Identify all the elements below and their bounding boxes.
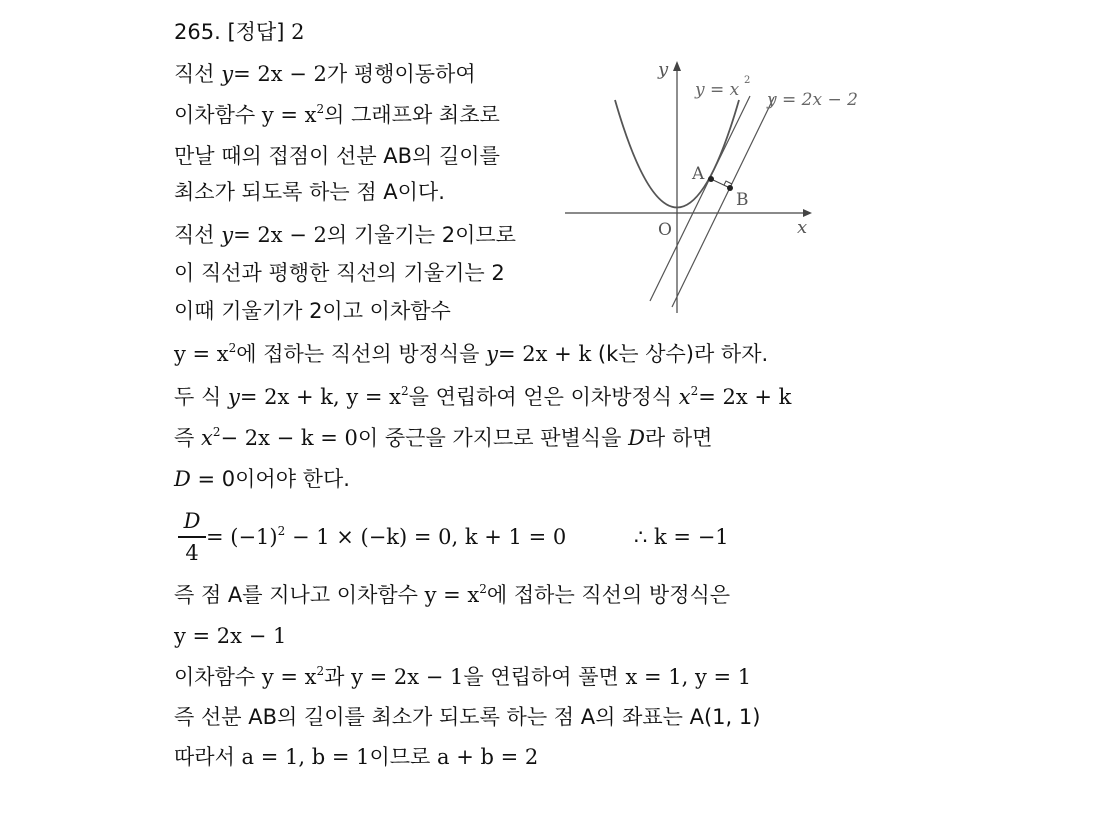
- graph-figure: [560, 55, 870, 320]
- text: 의 기울기는 2이므로: [326, 223, 516, 247]
- math-expr: − 2x − k = 0: [220, 426, 358, 450]
- tangent-line: [650, 96, 750, 301]
- text-line: 만날 때의 접점이 선분 AB의 길이를: [174, 144, 500, 168]
- fraction: [174, 508, 210, 566]
- math-exponent: 2: [316, 664, 325, 678]
- math-expr: = 2x + k: [498, 342, 592, 366]
- math-expr: − 1 × (−k) = 0, k + 1 = 0: [285, 525, 567, 549]
- math-var: D: [628, 426, 645, 450]
- text: 을 연립하여 풀면: [463, 665, 626, 689]
- text-line: 이때 기울기가 2이고 이차함수: [174, 299, 451, 323]
- text: 즉 점 A를 지나고 이차함수: [174, 583, 425, 607]
- text: 따라서: [174, 745, 242, 769]
- math-expr: a = 1, b = 1: [241, 745, 370, 769]
- y-axis-arrow: [673, 61, 681, 71]
- curve-label: y = x: [695, 80, 740, 100]
- fraction-numerator: D: [183, 509, 201, 533]
- text: 가 평행이동하여: [326, 62, 476, 86]
- math-expr: y = x: [261, 103, 317, 127]
- line-label: y = 2x − 2: [767, 90, 858, 110]
- text-line: [174, 663, 751, 691]
- text: 이 중근을 가지므로 판별식을: [357, 426, 629, 450]
- text: = 0이어야 한다.: [190, 467, 350, 491]
- math-expr: a + b = 2: [437, 745, 539, 769]
- math-var: y: [221, 223, 234, 247]
- text: (k는 상수)라 하자.: [597, 342, 769, 366]
- x-axis-label: x: [797, 217, 808, 238]
- text: 에 접하는 직선의 방정식을: [236, 342, 487, 366]
- text-line: [174, 465, 350, 493]
- text: 라 하면: [644, 426, 713, 450]
- text: 직선: [174, 62, 222, 86]
- problem-number: 265.: [174, 20, 221, 44]
- text-line: [174, 60, 476, 88]
- right-angle-mark: [724, 181, 732, 185]
- answer-value: 2: [291, 20, 305, 44]
- text-line: 즉 선분 AB의 길이를 최소가 되도록 하는 점 A의 좌표는 A(1, 1): [174, 705, 761, 729]
- fraction-bar: [178, 536, 206, 538]
- math-expr: = 2x + k,: [239, 385, 347, 409]
- math-expr: = 2x − 2: [233, 62, 327, 86]
- math-var: y: [221, 62, 234, 86]
- text: 의 그래프와 최초로: [324, 103, 500, 127]
- math-var: y: [486, 342, 499, 366]
- segment-ab: [711, 179, 730, 188]
- point-a: [708, 176, 714, 182]
- math-exponent: 2: [212, 425, 221, 439]
- text: 에 접하는 직선의 방정식은: [486, 583, 731, 607]
- point-b-label: B: [736, 190, 749, 210]
- math-exponent: 2: [228, 341, 237, 355]
- text-line: [174, 383, 791, 411]
- answer-tag: [정답]: [227, 20, 285, 44]
- curve-label-exponent: 2: [744, 75, 751, 86]
- math-var: D: [174, 467, 191, 491]
- math-expr: = 2x + k: [698, 385, 792, 409]
- text: 을 연립하여 얻은 이차방정식: [408, 385, 679, 409]
- math-var: x: [678, 385, 691, 409]
- math-exponent: 2: [277, 524, 286, 538]
- text-line: [206, 523, 566, 551]
- text-line: 이 직선과 평행한 직선의 기울기는 2: [174, 261, 505, 285]
- text-line: [174, 581, 730, 609]
- math-var: x: [200, 426, 213, 450]
- math-exponent: 2: [316, 102, 325, 116]
- text-line: y = 2x − 1: [174, 624, 287, 648]
- math-expr: y = x: [261, 665, 317, 689]
- problem-header: [174, 18, 304, 46]
- math-expr: y = 2x − 1: [351, 665, 464, 689]
- math-expr: y = x: [424, 583, 480, 607]
- math-exponent: 2: [400, 384, 409, 398]
- math-expr: x = 1, y = 1: [625, 665, 752, 689]
- line-2x-2: [672, 97, 774, 307]
- text: 두 식: [174, 385, 228, 409]
- text-line: [174, 101, 500, 129]
- text: 과: [324, 665, 352, 689]
- text: 이차함수: [174, 665, 262, 689]
- conclusion: ∴ k = −1: [634, 525, 729, 549]
- math-exponent: 2: [690, 384, 699, 398]
- math-expr: = (−1): [206, 525, 278, 549]
- text-line: [174, 221, 516, 249]
- math-exponent: 2: [479, 582, 487, 596]
- text: 직선: [174, 223, 222, 247]
- y-axis-label: y: [658, 59, 669, 80]
- text-line: 최소가 되도록 하는 점 A이다.: [174, 180, 445, 204]
- text-line: [174, 340, 768, 368]
- math-var: y: [227, 385, 240, 409]
- math-expr: = 2x − 2: [233, 223, 327, 247]
- text: 즉: [174, 426, 201, 450]
- origin-label: O: [658, 220, 672, 240]
- x-axis-arrow: [803, 209, 812, 217]
- text-line: [174, 743, 538, 771]
- math-expr: y = x: [174, 342, 229, 366]
- math-expr: y = x: [346, 385, 401, 409]
- text-line: [174, 424, 712, 452]
- point-b: [727, 185, 733, 191]
- point-a-label: A: [692, 164, 705, 184]
- text: 이차함수: [174, 103, 262, 127]
- fraction-denominator: 4: [185, 540, 199, 565]
- text: 이므로: [369, 745, 438, 769]
